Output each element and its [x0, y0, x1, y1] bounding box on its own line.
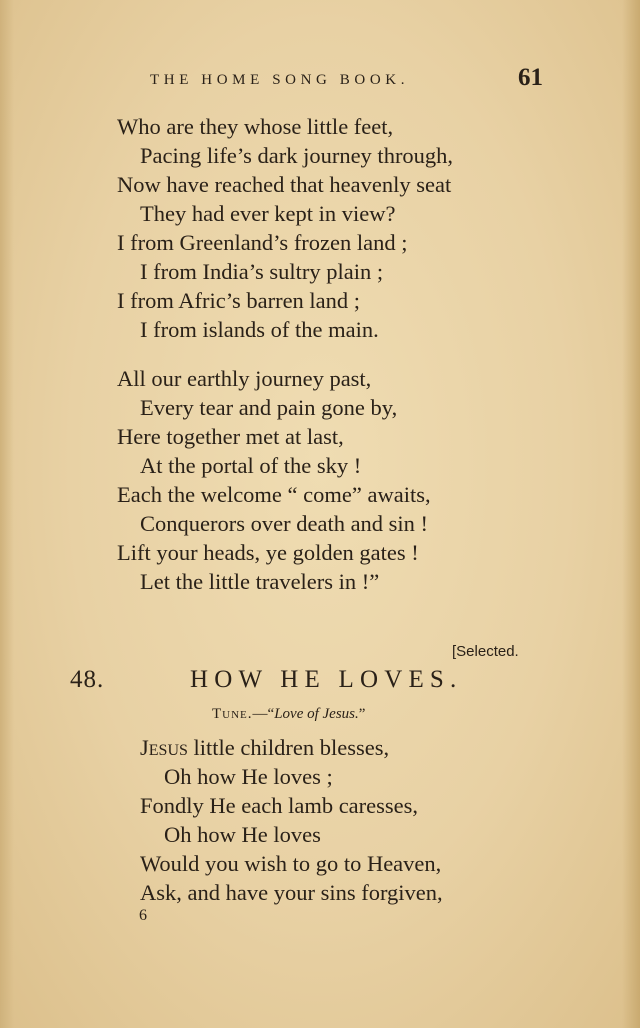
stanza-1-line-5: I from Greenland’s frozen land ;: [117, 230, 408, 255]
signature-mark: 6: [139, 907, 147, 924]
hymn-line-5: Would you wish to go to Heaven,: [140, 851, 442, 876]
hymn-line-1: [140, 735, 389, 761]
hymn-title: HOW HE LOVES.: [190, 666, 463, 693]
hymn-line-2: Oh how He loves ;: [164, 764, 333, 789]
stanza-2-line-1: All our earthly journey past,: [117, 366, 372, 391]
stanza-2-line-6: Conquerors over death and sin !: [140, 511, 429, 536]
stanza-1-line-7: I from Afric’s barren land ;: [117, 288, 361, 313]
page-edge-left: [0, 0, 14, 1028]
hymn-number: 48.: [70, 666, 105, 693]
hymn-line-3: Fondly He each lamb caresses,: [140, 793, 419, 818]
tune-close: ”: [358, 706, 366, 722]
hymn-first-word-rest: esus: [148, 735, 188, 760]
hymn-line-4: Oh how He loves: [164, 822, 321, 847]
tune-label: Tune.: [212, 706, 253, 722]
hymn-first-line-rest: little children blesses,: [187, 735, 390, 760]
hymn-line-6: Ask, and have your sins forgiven,: [140, 880, 443, 905]
stanza-2-line-8: Let the little travelers in !”: [140, 569, 380, 594]
running-title: THE HOME SONG BOOK.: [150, 72, 410, 88]
page-edge-right: [622, 0, 640, 1028]
tune-line: [212, 706, 365, 723]
page-number: 61: [518, 64, 543, 91]
tune-name: Love of Jesus.: [274, 706, 359, 722]
hymn-first-initial: J: [140, 735, 149, 760]
tune-dash: —“: [252, 706, 275, 722]
stanza-2-line-5: Each the welcome “ come” awaits,: [117, 482, 431, 507]
stanza-1-line-1: Who are they whose little feet,: [117, 114, 394, 139]
stanza-2-line-3: Here together met at last,: [117, 424, 344, 449]
stanza-1-line-4: They had ever kept in view?: [140, 201, 396, 226]
attribution: [Selected.: [452, 643, 519, 660]
stanza-1-line-8: I from islands of the main.: [140, 317, 379, 342]
stanza-2-line-2: Every tear and pain gone by,: [140, 395, 398, 420]
stanza-2-line-4: At the portal of the sky !: [140, 453, 362, 478]
stanza-1-line-3: Now have reached that heavenly seat: [117, 172, 452, 197]
stanza-1-line-6: I from India’s sultry plain ;: [140, 259, 384, 284]
stanza-1-line-2: Pacing life’s dark journey through,: [140, 143, 454, 168]
stanza-2-line-7: Lift your heads, ye golden gates !: [117, 540, 419, 565]
